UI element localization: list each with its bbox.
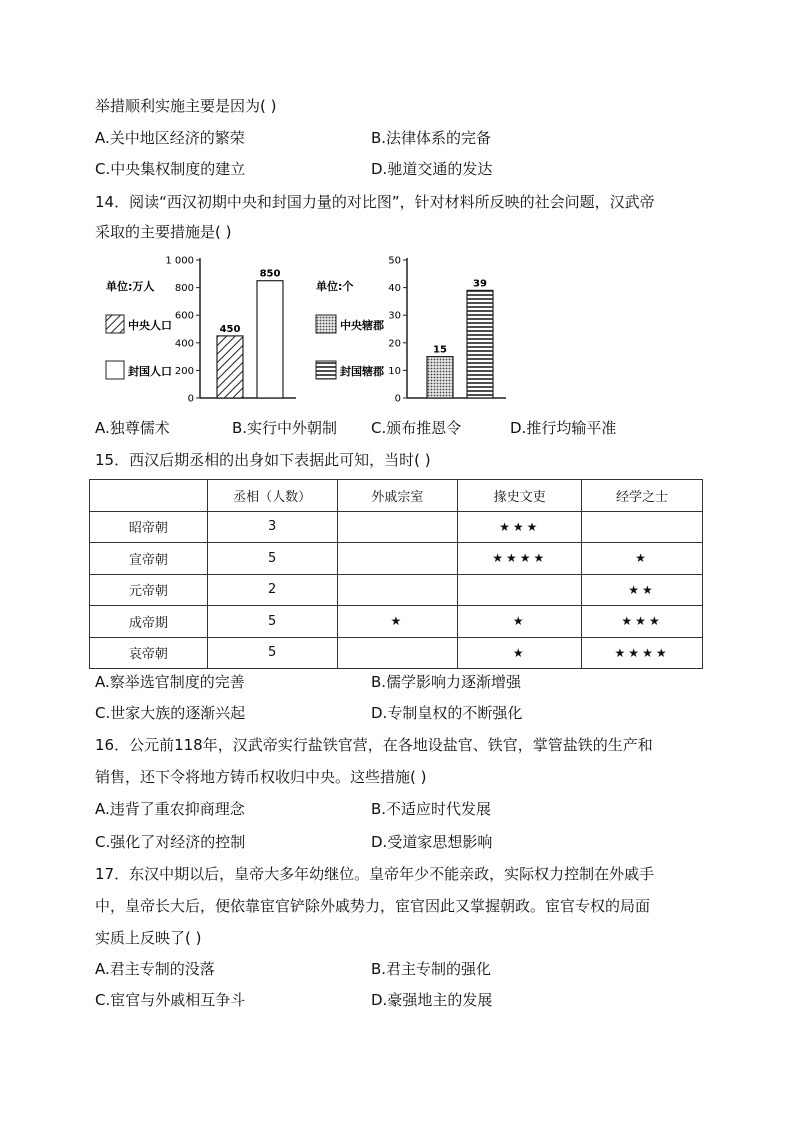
- q14-option-c[interactable]: C.颁布推恩令: [371, 419, 462, 437]
- table-cell: 哀帝朝: [90, 637, 208, 669]
- table-cell: 元帝朝: [90, 574, 208, 606]
- chart2-bars: [427, 278, 493, 398]
- table-row: [90, 543, 703, 575]
- table-row: [90, 574, 703, 606]
- bar-value-label: 39: [473, 278, 487, 290]
- bar-fief: [467, 290, 493, 398]
- chart-commanderies: [310, 250, 520, 408]
- y-tick-label: 10: [388, 365, 401, 377]
- table-cell: ★: [337, 606, 458, 638]
- q14-stem-line1: 14．阅读“西汉初期中央和封国力量的对比图”，针对材料所反映的社会问题，汉武帝: [95, 193, 655, 211]
- table-cell: 5: [207, 637, 337, 669]
- y-tick-label: 1 000: [165, 255, 194, 267]
- table-row: [90, 637, 703, 669]
- table-cell: 5: [207, 543, 337, 575]
- table-cell: 2: [207, 574, 337, 606]
- q14-option-a[interactable]: A.独尊儒术: [95, 419, 170, 437]
- chart1-bars: [217, 269, 283, 398]
- q13-option-a[interactable]: A.关中地区经济的繁荣: [95, 129, 245, 147]
- table-cell: ★★★: [582, 606, 703, 638]
- table-cell: ★: [458, 606, 582, 638]
- y-tick-label: 0: [394, 393, 401, 405]
- y-tick-label: 30: [388, 310, 401, 322]
- chart1-legend-fief: 封国人口: [128, 365, 172, 378]
- chart1-unit-label: 单位:万人: [106, 280, 155, 293]
- y-tick-label: 0: [187, 393, 194, 405]
- q15-option-b[interactable]: B.儒学影响力逐渐增强: [371, 673, 522, 691]
- table-cell: [337, 637, 458, 669]
- chart2-legend-swatch-fief: [316, 361, 336, 379]
- q17-stem-line3: 实质上反映了( ): [95, 929, 202, 947]
- q17-option-b[interactable]: B.君主专制的强化: [371, 960, 492, 978]
- bar-value-label: 15: [433, 344, 447, 356]
- table-cell: 昭帝朝: [90, 511, 208, 543]
- table-cell: ★: [458, 637, 582, 669]
- q13-option-c[interactable]: C.中央集权制度的建立: [95, 160, 246, 178]
- table-header-cell: [90, 480, 208, 512]
- chart1-legend-swatch-fief: [106, 361, 124, 379]
- chart2-unit-label: 单位:个: [316, 280, 354, 293]
- bar-value-label: 850: [259, 268, 281, 280]
- y-tick-label: 400: [174, 338, 194, 350]
- table-header-cell: 外戚宗室: [337, 480, 458, 512]
- bar-central: [217, 336, 243, 398]
- table-cell: ★★★★: [582, 637, 703, 669]
- chart-population: [100, 250, 320, 408]
- q16-option-b[interactable]: B.不适应时代发展: [371, 800, 492, 818]
- q17-stem-line1: 17．东汉中期以后，皇帝大多年幼继位。皇帝年少不能亲政，实际权力控制在外戚手: [95, 865, 655, 883]
- q14-option-d[interactable]: D.推行均输平准: [510, 419, 617, 437]
- chart2-legend-central: 中央辖郡: [340, 319, 384, 332]
- table-cell: ★★★★: [458, 543, 582, 575]
- y-tick-label: 20: [388, 338, 401, 350]
- table-header-row: [90, 480, 703, 512]
- q15-option-c[interactable]: C.世家大族的逐渐兴起: [95, 704, 246, 722]
- q16-option-c[interactable]: C.强化了对经济的控制: [95, 833, 246, 851]
- q13-stem-continuation: 举措顺利实施主要是因为( ): [95, 97, 277, 115]
- table-cell: [458, 574, 582, 606]
- table-cell: ★★: [582, 574, 703, 606]
- q15-option-a[interactable]: A.察举选官制度的完善: [95, 673, 245, 691]
- q13-option-d[interactable]: D.驰道交通的发达: [371, 160, 493, 178]
- table-header-cell: 经学之士: [582, 480, 703, 512]
- q15-table: [89, 479, 703, 669]
- table-header-cell: 丞相（人数）: [207, 480, 337, 512]
- chart2-legend-fief: 封国辖郡: [340, 365, 384, 378]
- table-cell: 宣帝朝: [90, 543, 208, 575]
- table-cell: [337, 574, 458, 606]
- q14-option-b[interactable]: B.实行中外朝制: [232, 419, 338, 437]
- q17-option-d[interactable]: D.豪强地主的发展: [371, 991, 493, 1009]
- y-tick-label: 800: [174, 283, 194, 295]
- table-cell: [582, 511, 703, 543]
- bar-central: [427, 357, 453, 398]
- bar-fief: [257, 281, 283, 398]
- table-cell: 3: [207, 511, 337, 543]
- q17-option-a[interactable]: A.君主专制的没落: [95, 960, 215, 978]
- q17-stem-line2: 中，皇帝长大后，便依靠宦官铲除外戚势力，宦官因此又掌握朝政。宦官专权的局面: [95, 897, 651, 915]
- table-cell: 5: [207, 606, 337, 638]
- bar-value-label: 450: [219, 323, 241, 335]
- table-cell: [337, 511, 458, 543]
- chart1-legend-swatch-central: [106, 315, 124, 333]
- table-cell: 成帝期: [90, 606, 208, 638]
- q16-stem-line1: 16．公元前118年，汉武帝实行盐铁官营，在各地设盐官、铁官，掌管盐铁的生产和: [95, 736, 653, 754]
- q15-stem: 15．西汉后期丞相的出身如下表据此可知，当时( ): [95, 451, 431, 469]
- q15-option-d[interactable]: D.专制皇权的不断强化: [371, 704, 523, 722]
- table-row: [90, 511, 703, 543]
- table-cell: ★★★: [458, 511, 582, 543]
- q13-option-b[interactable]: B.法律体系的完备: [371, 129, 492, 147]
- chart2-legend-swatch-central: [316, 315, 336, 333]
- table-cell: [337, 543, 458, 575]
- y-tick-label: 200: [174, 365, 194, 377]
- y-tick-label: 50: [388, 255, 401, 267]
- chart1-legend-central: 中央人口: [128, 319, 172, 332]
- table-cell: ★: [582, 543, 703, 575]
- q16-option-d[interactable]: D.受道家思想影响: [371, 833, 493, 851]
- table-header-cell: 掾史文吏: [458, 480, 582, 512]
- y-tick-label: 40: [388, 283, 401, 295]
- q17-option-c[interactable]: C.宦官与外戚相互争斗: [95, 991, 246, 1009]
- y-tick-label: 600: [174, 310, 194, 322]
- q14-stem-line2: 采取的主要措施是( ): [95, 223, 232, 241]
- q16-stem-line2: 销售，还下令将地方铸币权收归中央。这些措施( ): [95, 768, 427, 786]
- table-row: [90, 606, 703, 638]
- q16-option-a[interactable]: A.违背了重农抑商理念: [95, 800, 245, 818]
